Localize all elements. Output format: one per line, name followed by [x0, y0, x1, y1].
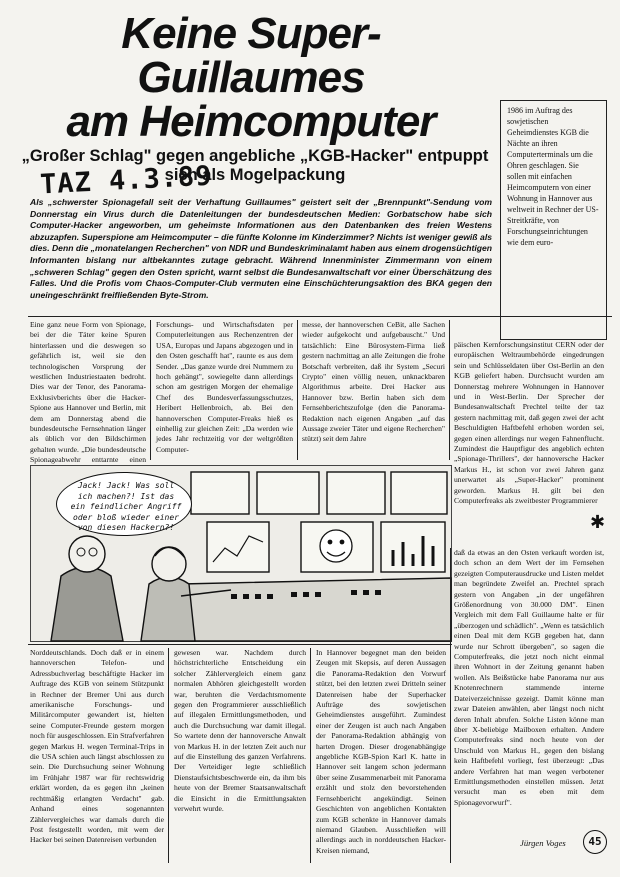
- column-divider: [150, 320, 151, 460]
- asterisk-icon: ✱: [590, 512, 606, 532]
- column-divider: [449, 320, 450, 460]
- article-column-4-top: päischen Kernforschungsinstitut CERN oder der europäischen Weltraumbehörde eingedrungen sein und Schlüsseldaten über Ost-Berlin an den KGB geliefert haben. Durchsucht wurden am Donnerstag mehrere Wohnungen in Hannover und in West-Berlin. Der Sprecher der Bundesanwaltschaft Prechtel teilte der taz gestern nachmittag mit, daß gegen zwei der acht Beschuldigten Haftbefehl erhoben worden sei, gegen einen allerdings nur wegen Fahnenflucht. Zumindest die Hauptfigur des angeblich echten „Spionage-Thrillers", der hannoversche Hacker Markus H., ist schon vor zwei Jahren ganz unerwartet als „Super-Hacker" prominent geworden. Markus H. gilt bei den Computerfreaks als zweitbester Programmierer: [454, 340, 604, 506]
- article-column-1-bottom: Norddeutschlands. Doch daß er in einem hannoverschen Telefon- und Adressbuchverlag beschäftigte Hacker im Auftrage des KGB von seinem Stützpunkt in Rechner der Bremer Uni aus durch amerikanische Forschungs- und Militärcomputer gewandert ist, hielten seine Computer-Freunde gestern morgen noch für ausgeschlossen. Ein Strafverfahren gegen Markus H. wegen Terminal-Trips in die USA schien auch längst abschlossen zu sein. Die Durchsuchung seiner Wohnung im Frühjahr 1987 war für rechtswidrig erklärt worden, da es gegen ihn „keinen rechtmäßig erlangten Verdacht" gab. Anhand eines sogenannten Zählervergleiches war damals durch die Post festgestellt worden, mit wem der Hacker bei seinen Datenreisen verbunden: [30, 648, 164, 845]
- article-column-2-top: Forschungs- und Wirtschaftsdaten per Computerleitungen aus Rechenzentren der USA, Europas und Japans abgezogen und in den Osten geschafft hat", raunte es aus dem Sender. „Das ganze wurde drei Nummern zu hoch gehängt", sowiegelte dann allerdings schon am gestrigen Morgen der ehemalige Chef des Bundesverfassungsschutzes, Heribert Hellenbroich, ab. Bei den hannoverschen Computer-Freaks hieß es einhellig zur gleichen Zeit: „Da werden wie jedes Jahr rechtzeitig vor der weltgrößten Computer-: [156, 320, 293, 454]
- article-column-1-top: Eine ganz neue Form von Spionage, bei der die Täter keine Spuren hinterlassen und die deswegen so gefährlich ist, weil sie den technologischen Vorsprung der westlichen Industriestaaten bedroht. Dies war der Tenor, des Panorama-Exklusivberichts über die Hacker-Spione aus Hannover und Berlin, mit dem am Donnerstag abend die bundesdeutsche Fernsehnation länger als üblich vor den Bildschirmen gehalten wurde. „Die bundesdeutsche Spionageabwehr enttarnte einen: [30, 320, 146, 465]
- column-divider-horizontal: [28, 644, 452, 645]
- handwritten-date-note: TAZ 4.3.89: [39, 160, 214, 201]
- subheadline: „Großer Schlag" gegen angebliche „KGB-Hacker" entpuppt sich als Mogelpackung: [21, 147, 489, 184]
- headline: [16, 9, 486, 146]
- speech-bubble: [56, 472, 192, 536]
- article-column-3-bottom: In Hannover begegnet man den beiden Zeugen mit Skepsis, auf deren Aussagen die Panorama-Redaktion den Vorwurf stützt, bei den letzten zwei Dritteln seiner Datenreisen habe der Superhacker Aufträge des sowjetischen Geheimdienstes ausgeführt. Zumindest einer der Zeugen ist auch nach Angaben der Panorama-Redaktion abhängig von harten Drogen. Dieser drogenabhängige angebliche KGB-Spion Karl K. hatte in Hannover seit langem schon jedermann über seine Zusammenarbeit mit Panorama erzählt und stolz den bevorstehenden Fernsehbericht angekündigt. Seinen Geschichten von angeblichen Kontakten zum KGB schenkte in Hannover damals niemand Glauben. Ausschließen will allerdings auch in norddeutschen Hacker-Kreisen niemand,: [316, 648, 446, 855]
- sidebar-text: 1986 im Auftrag des sowjetischen Geheimdienstes KGB die Nächte an ihren Computerterminals um die Ohren geschlagen. Sie sollen mit einfachen Heimcomputern von einer Wohnung in Hannover aus weltweit in Rechner der US-Streitkräfte, von Forschungseinrichtungen wie dem euro-: [507, 106, 599, 247]
- column-divider: [450, 548, 451, 863]
- lead-paragraph: Als „schwerster Spionagefall seit der Verhaftung Guillaumes" geistert seit der „Brennpunkt"-Sendung vom Donnerstag ein Virus durch die Datenleitungen der bundesdeutschen Medien: Gorbatschow habe sich Computer-Hacker angeworben, um geheimste Informationen aus den Datenbanken des freien Westens abzuzapfen. Superspione am Heimcomputer – die fünfte Kolonne im Kinderzimmer? Nichts ist weniger gewiß als dies. Denn die „monatelangen Recherchen" von NDR und Bundeskriminalamt haben aus einem drogensüchtigen Informanten bislang nur altbekanntes zutage gebracht. Während Innenminister Zimmermann von einem „schweren Schlag" gegen den Osten spricht, warnt selbst die Bundesanwaltschaft vor einer Überschätzung des Falles. Und die Profis vom Chaos-Computer-Club vermuten eine Einschüchterungsaktion des BKA gegen den uneingeschränkt freifließenden Byte-Strom.: [30, 197, 493, 300]
- article-column-4-middle: daß da etwas an den Osten verkauft worden ist, doch schon an dem Wert der im Fernsehen gezeigten Computerausdrucke und Listen meldet man begründete Zweifel an. Prechtel sprach gestern von Angaben „in der ungefähren Größenordnung von 30.000 DM". Einen Vergleich mit dem Fall Guillaume halte er für „überzogen und schädlich". „Wenn es tatsächlich einen Deal mit dem KGB gegeben hat, dann wurde nur Schrott übergeben", so sagen die Computerfreaks, die jetzt noch nicht einmal ihren Wohnort in der Zeitung genannt haben wollen. Als Beißstücke habe Panorama nur aus Knotenrechnern stammende interne Dateiverzeichnisse gezeigt. Damit könne man zwar Dateien anwählen, aber längst noch nicht deren Inhalt abrufen. Solche Listen könne man über X-beliebige Mailboxen erhalten. Andere Computerfreaks sind noch heute von der Unschuld von Markus H., gegen den bislang kein Haftbefehl vorliegt, fest überzeugt: „Das andere Verfahren hat man wegen verbotener Ermittlungsmethoden einstellen müssen. Jetzt versucht man es eben mit dem Spionagevorwurf".: [454, 548, 604, 807]
- page-number: 45: [583, 830, 607, 854]
- sidebar-text-box: [500, 100, 607, 340]
- article-column-3-top: messe, der hannoverschen CeBit, alle Sachen wieder aufgekocht und aufgebauscht." Und tatsächlich: Eine Bürosystem-Firma ließ gestern nachmittag an alle Zeitungen die frohe Botschaft verbreiten, daß ihr System „Securi Crypto" einen völlig neuen, unknackbaren Algorithmus arbeite. Drei Hacker aus Hannover bzw. Berlin haben sich dem Fernsehberichtszufolge (den die Panorama-Redaktion nach eigenen Angaben „auf das Aussage zweier Täter und eigene Recherchen" stützt) seit dem Jahre: [302, 320, 445, 444]
- article-column-2-bottom: gewesen war. Nachdem durch höchstrichterliche Entscheidung ein solcher Zählervergleich einem ganz normalen Abhören gleichgestellt worden war, beruhten die Verdachtsmomente gegen den Programmierer ausschließlich auf illegalen Ermittlungsmethoden, und auch die Durchsuchung war damit illegal. So wartete denn der hannoversche Anwalt von Markus H. in der letzten Zeit auch nur auf die Einstellung des ganzen Verfahrens. Der Verteidiger legte schließlich Dienstaufsichtsbeschwerde ein, da ihm bis heute von der Bremer Staatsanwaltschaft die Einsicht in die Ermittlungsakten verwehrt wurde.: [174, 648, 306, 814]
- headline-line-2: am Heimcomputer: [66, 97, 436, 146]
- author-byline: Jürgen Voges: [520, 838, 566, 848]
- headline-line-1: Keine Super-Guillaumes: [121, 9, 381, 102]
- column-divider-horizontal: [28, 316, 612, 317]
- column-divider: [297, 320, 298, 460]
- speech-bubble-text: Jack! Jack! Was soll ich machen?! Ist das ein feindlicher Angriff oder bloß wieder einer von diesen Hackern?!: [70, 481, 182, 532]
- column-divider: [168, 648, 169, 863]
- column-divider: [310, 648, 311, 863]
